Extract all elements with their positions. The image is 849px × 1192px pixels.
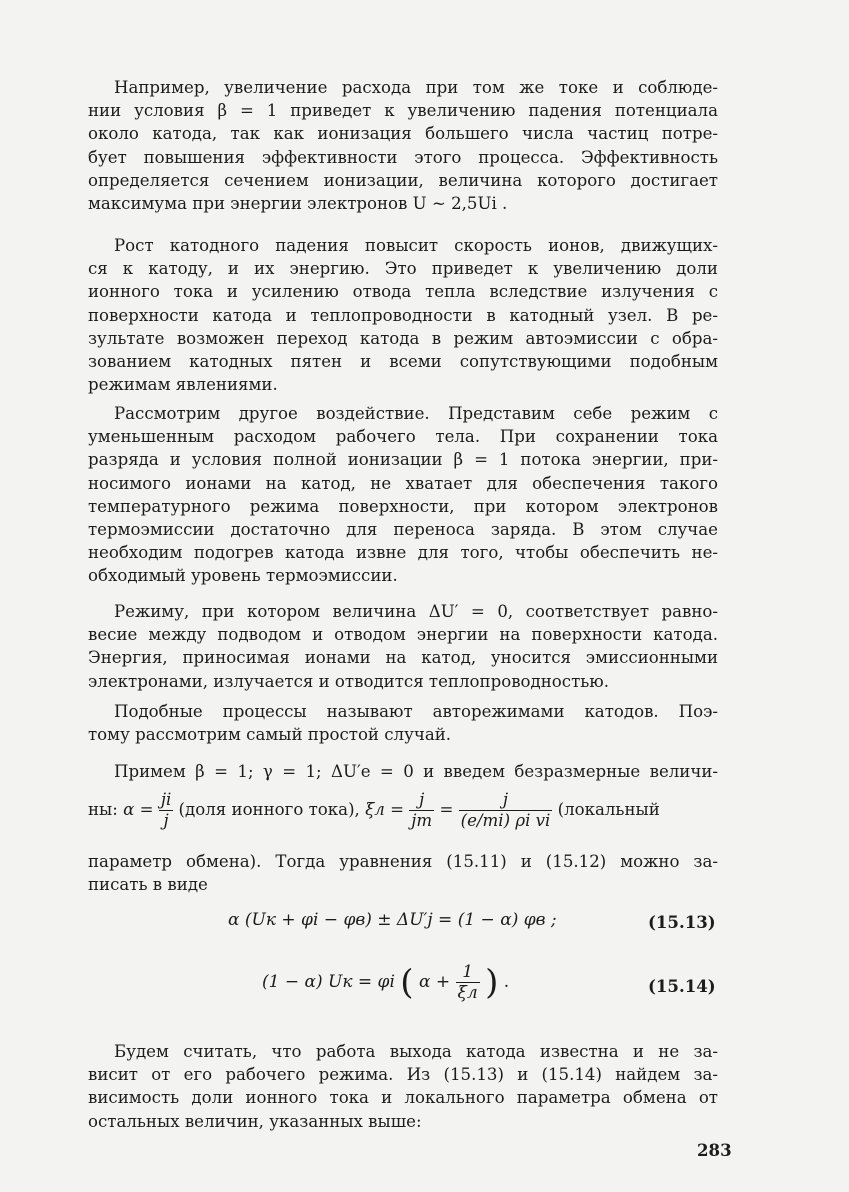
xi-symbol: ξл = (365, 800, 404, 819)
text-line: весие между подводом и отводом энергии на поверхности катода. (88, 625, 718, 645)
text-line: уменьшенным расходом рабочего тела. При сохранении тока (88, 427, 718, 447)
paragraph-5 (88, 700, 718, 746)
page-number: 283 (697, 1140, 732, 1160)
text-line: электронами, излучается и отводится теплопроводностью. (88, 671, 610, 691)
fraction-denominator: jm (411, 811, 433, 830)
xi-fraction (409, 790, 434, 831)
text-line: Подобные процессы называют авторежимами катодов. Поэ- (114, 702, 718, 721)
fraction-numerator: j (459, 790, 553, 811)
paragraph-6-line-1 (88, 760, 718, 783)
alpha-symbol: α = (123, 800, 154, 819)
definition-suffix: (локальный (557, 800, 660, 819)
equation-inner: α + (418, 972, 451, 992)
paragraph-3 (88, 402, 718, 588)
text-line: нии условия β = 1 приведет к увеличению падения потенциала (88, 101, 718, 121)
equation-number: (15.13) (648, 912, 716, 932)
text-line: параметр обмена). Тогда уравнения (15.11) и (15.12) можно за- (88, 852, 718, 871)
text-line: ионного тока и усилению отвода тепла вследствие излучения с (88, 282, 718, 302)
text-line: висит от его рабочего режима. Из (15.13) и (15.14) найдем за- (88, 1065, 718, 1085)
definition-prefix: ны: (88, 800, 118, 819)
text-line: Энергия, приносимая ионами на катод, уносится эмиссионными (88, 648, 718, 668)
definition-note: (доля ионного тока), (178, 800, 360, 819)
text-line: Рассмотрим другое воздействие. Представим себе режим с (114, 404, 718, 423)
xi-expanded-fraction (459, 790, 553, 831)
text-line: носимого ионами на катод, не хватает для обеспечения такого (88, 473, 718, 493)
equation-15-13 (228, 910, 557, 930)
text-line: режимам явлениями. (88, 375, 278, 395)
definitions-line (88, 790, 718, 831)
text-line: зованием катодных пятен и всеми сопутствующими подобным (88, 352, 718, 372)
text-line: Будем считать, что работа выхода катода известна и не за- (114, 1042, 718, 1061)
alpha-fraction (159, 790, 173, 831)
fraction-numerator: ji (160, 790, 172, 809)
paragraph-6-rest (88, 850, 718, 896)
paragraph-1 (88, 76, 718, 215)
text-line: температурного режима поверхности, при котором электронов (88, 496, 718, 516)
text-line: Например, увеличение расхода при том же токе и соблюде- (114, 78, 718, 97)
equation-15-14 (262, 962, 509, 1003)
text-line: определяется сечением ионизации, величина которого достигает (88, 170, 718, 190)
equation-body: α (Uк + φi − φв) ± ΔU′j = (1 − α) φв ; (228, 910, 557, 930)
inverse-xi-fraction (456, 962, 480, 1003)
text-line: термоэмиссии достаточно для переноса заряда. В этом случае (88, 520, 718, 540)
text-line: тому рассмотрим самый простой случай. (88, 725, 452, 745)
fraction-numerator: j (409, 790, 434, 811)
text-line: ся к катоду, и их энергию. Это приведет к увеличению доли (88, 259, 718, 279)
text-line: максимума при энергии электронов U ~ 2,5Ui . (88, 194, 508, 214)
text-line: Примем β = 1; γ = 1; ΔU′e = 0 и введем безразмерные величи- (114, 762, 718, 781)
text-line: бует повышения эффективности этого процесса. Эффективность (88, 147, 718, 167)
equation-end: . (503, 972, 510, 992)
text-line: висимость доли ионного тока и локального параметра обмена от (88, 1088, 718, 1108)
fraction-denominator: j (163, 811, 169, 830)
fraction-denominator: ξл (457, 983, 478, 1003)
text-line: необходим подогрев катода извне для того, чтобы обеспечить не- (88, 543, 718, 563)
text-line: Рост катодного падения повысит скорость ионов, движущих- (114, 236, 718, 255)
equation-number: (15.14) (648, 976, 716, 996)
equation-left: (1 − α) Uк = φi (262, 972, 395, 992)
fraction-denominator: (e/mi) ρi vi (460, 811, 551, 830)
paragraph-2 (88, 234, 718, 396)
fraction-numerator: 1 (456, 962, 480, 983)
text-line: Режиму, при котором величина ΔU′ = 0, соответствует равно- (114, 602, 718, 621)
right-paren: ) (485, 962, 499, 1003)
text-line: около катода, так как ионизация большего числа частиц потре- (88, 124, 718, 144)
text-line: разряда и условия полной ионизации β = 1 потока энергии, при- (88, 450, 718, 470)
text-line: зультате возможен переход катода в режим автоэмиссии с обра- (88, 328, 718, 348)
text-line: поверхности катода и теплопроводности в катодный узел. В ре- (88, 305, 718, 325)
text-line: остальных величин, указанных выше: (88, 1111, 422, 1131)
text-line: обходимый уровень термоэмиссии. (88, 566, 398, 586)
paragraph-4 (88, 600, 718, 693)
left-paren: ( (400, 962, 414, 1003)
equals-sign: = (439, 800, 454, 819)
paragraph-7 (88, 1040, 718, 1133)
text-line: писать в виде (88, 875, 208, 895)
